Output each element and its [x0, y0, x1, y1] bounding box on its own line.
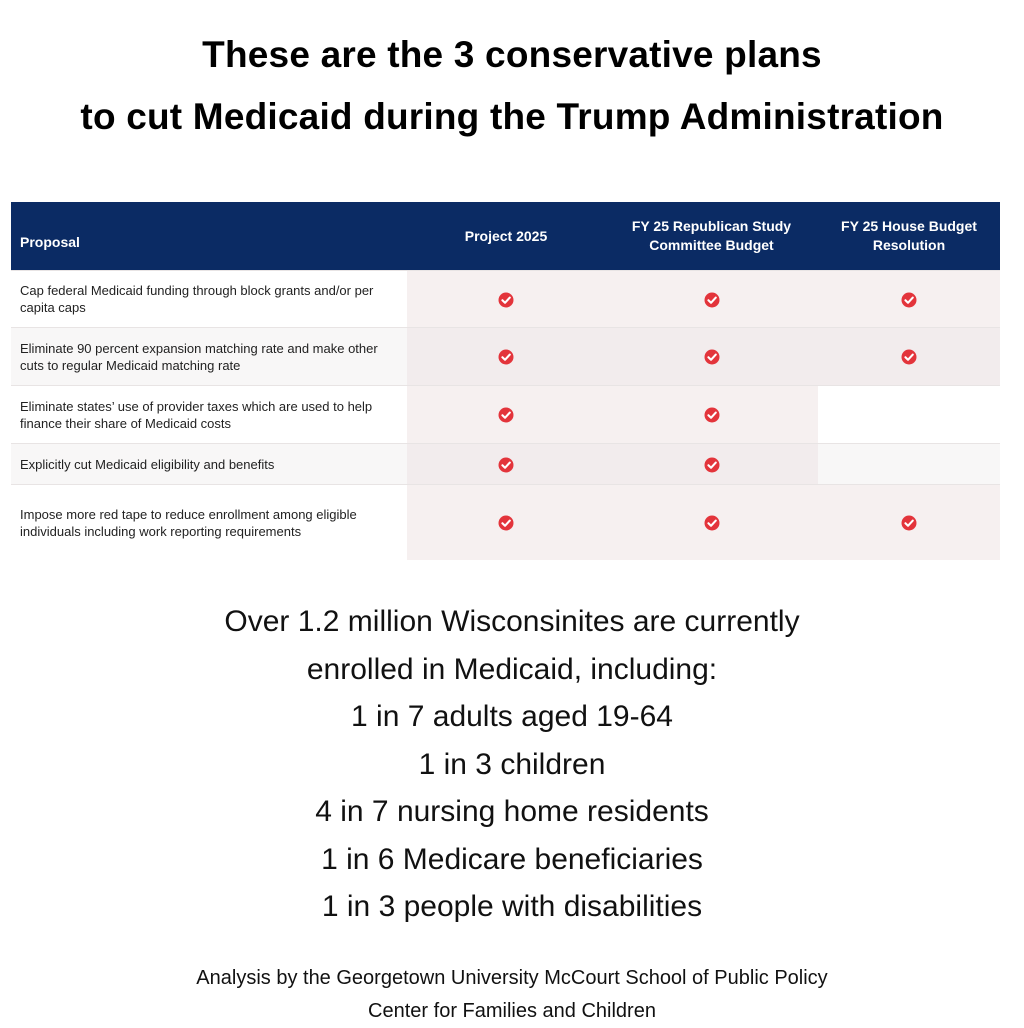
table-row — [11, 328, 1000, 386]
header-project-2025: Project 2025 — [407, 202, 605, 271]
table-row — [11, 271, 1000, 328]
mark-cell — [818, 271, 1000, 328]
stats-line: 4 in 7 nursing home residents — [315, 795, 709, 828]
proposal-cell: Explicitly cut Medicaid eligibility and benefits — [11, 444, 407, 485]
mark-cell — [605, 485, 818, 561]
check-circle-icon — [498, 515, 514, 531]
header-rsc-budget: FY 25 Republican Study Committee Budget — [605, 202, 818, 271]
source-credit — [0, 962, 1024, 1028]
mark-cell — [605, 328, 818, 386]
credit-line-1: Analysis by the Georgetown University McCourt School of Public Policy — [196, 967, 828, 989]
check-circle-icon — [704, 349, 720, 365]
stats-line: 1 in 3 children — [418, 747, 606, 781]
check-circle-icon — [901, 349, 917, 365]
table-row — [11, 444, 1000, 485]
mark-cell — [605, 386, 818, 444]
stats-line: enrolled in Medicaid, including: — [306, 652, 718, 686]
mark-cell — [605, 271, 818, 328]
check-circle-icon — [498, 457, 514, 473]
check-circle-icon — [704, 457, 720, 473]
check-circle-icon — [498, 349, 514, 365]
table-row — [11, 485, 1000, 561]
header-house-resolution: FY 25 House Budget Resolution — [818, 202, 1000, 271]
check-circle-icon — [704, 515, 720, 531]
mark-cell — [818, 485, 1000, 561]
enrollment-stats — [0, 598, 1024, 931]
title-line-1: These are the 3 conservative plans — [202, 34, 822, 75]
stats-line: 1 in 3 people with disabilities — [321, 890, 703, 923]
title-line-2: to cut Medicaid during the Trump Administration — [80, 96, 944, 137]
check-circle-icon — [498, 407, 514, 423]
check-circle-icon — [901, 292, 917, 308]
mark-cell — [407, 485, 605, 561]
mark-cell — [818, 444, 1000, 485]
medicaid-plans-table — [11, 202, 1000, 560]
stats-line: 1 in 7 adults aged 19-64 — [351, 700, 673, 733]
mark-cell — [407, 271, 605, 328]
proposal-cell: Eliminate states’ use of provider taxes which are used to help finance their share of Medicaid costs — [11, 386, 407, 444]
credit-line-2: Center for Families and Children — [368, 1000, 656, 1022]
mark-cell — [407, 328, 605, 386]
table-header-row — [11, 202, 1000, 271]
proposal-cell: Cap federal Medicaid funding through block grants and/or per capita caps — [11, 271, 407, 328]
stats-line: Over 1.2 million Wisconsinites are currently — [224, 605, 800, 638]
mark-cell — [407, 386, 605, 444]
stats-line: 1 in 6 Medicare beneficiaries — [321, 842, 703, 876]
mark-cell — [818, 328, 1000, 386]
table-row — [11, 386, 1000, 444]
check-circle-icon — [901, 515, 917, 531]
check-circle-icon — [704, 407, 720, 423]
check-circle-icon — [498, 292, 514, 308]
check-circle-icon — [704, 292, 720, 308]
mark-cell — [605, 444, 818, 485]
mark-cell — [818, 386, 1000, 444]
proposal-cell: Eliminate 90 percent expansion matching rate and make other cuts to regular Medicaid matching rate — [11, 328, 407, 386]
mark-cell — [407, 444, 605, 485]
header-proposal: Proposal — [11, 202, 407, 271]
proposal-cell: Impose more red tape to reduce enrollment among eligible individuals including work reporting requirements — [11, 485, 407, 561]
